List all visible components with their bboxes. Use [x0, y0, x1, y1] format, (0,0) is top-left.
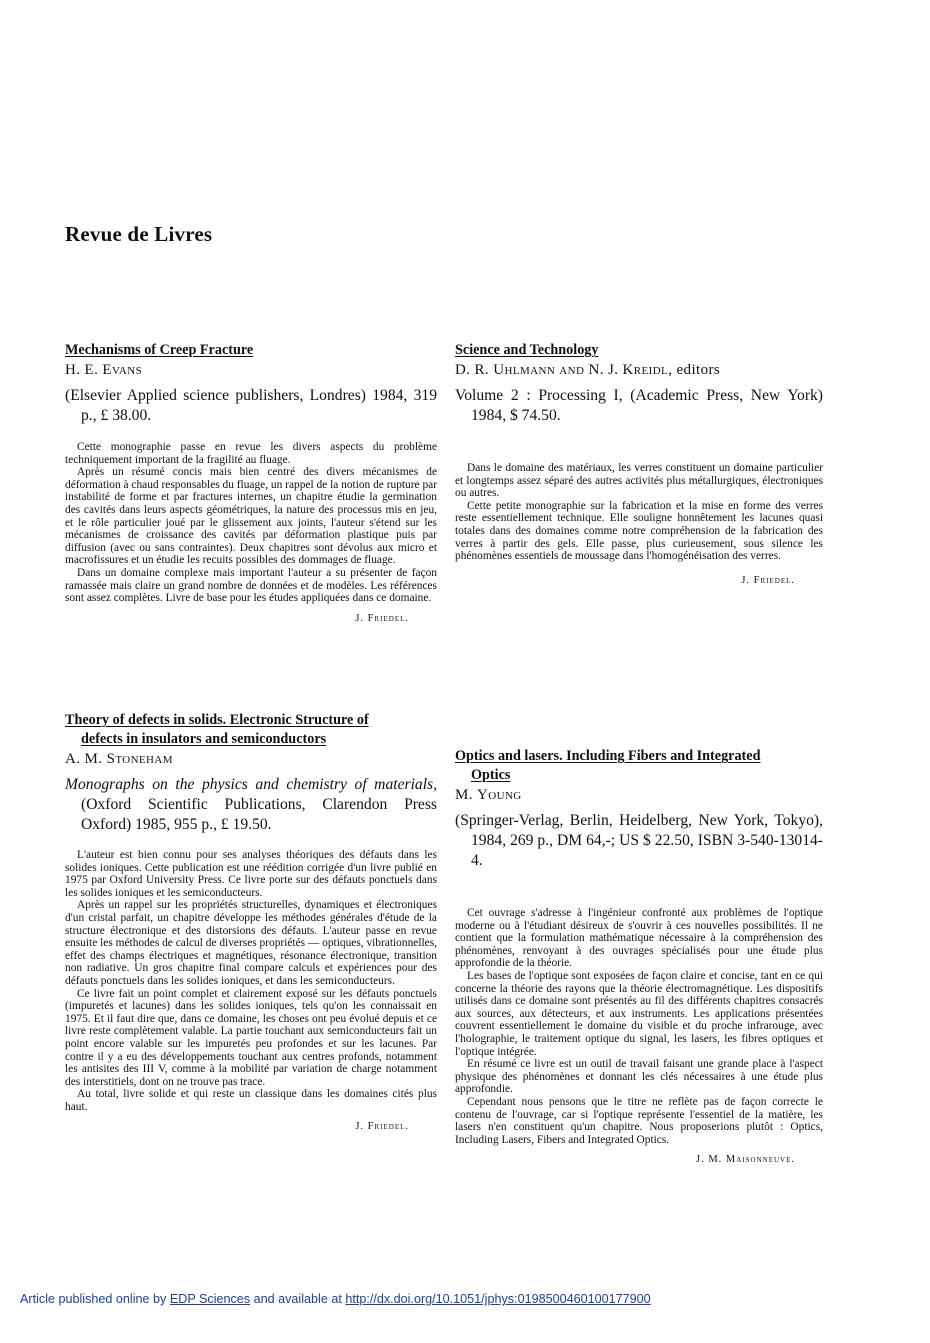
review-author: A. M. Stoneham — [65, 751, 173, 767]
review-creep-fracture — [65, 341, 437, 624]
review-publication: Volume 2 : Processing I, (Academic Press, New York) 1984, $ 74.50. — [455, 387, 823, 424]
review-theory-of-defects — [65, 711, 437, 1132]
review-publication: (Springer-Verlag, Berlin, Heidelberg, New York, Tokyo), 1984, 269 p., DM 64,-; US $ 22.50, ISBN 3-540-13014-4. — [455, 812, 823, 869]
review-science-and-technology — [455, 341, 823, 586]
review-author: D. R. Uhlmann and N. J. Kreidl, editors — [455, 362, 721, 378]
review-body: Cette monographie passe en revue les divers aspects du problème techniquement important de la fragilité au fluage. Après un résumé concis mais bien centré des divers mécanismes de déformation à chaud responsables du fluage, un rappel de la notion de rupture par instabilité de forme et par fractures internes, un chapitre étudie la germination des cavités dans leurs aspects géométriques, la nature des processus mis en jeu, et le rôle particulier joué par le glissement aux joints, l'auteur s'étend sur les mécanismes de croissance des cavités par déformation plastique puis par diffusion (avec ou sans contraintes). Deux chapitres sont dévolus aux micro et macrofissures et un étudie les recuits possibles des dommages de fluage. Dans un domaine complexe mais important l'auteur a su présenter de façon ramassée mais claire un grand nombre de données et de modèles. Les références sont assez complètes. Livre de base pour les études appliquées dans ce domaine. — [65, 441, 437, 605]
review-signature: J. Friedel. — [741, 574, 795, 586]
publisher-link[interactable]: EDP Sciences — [169, 1292, 251, 1306]
review-body: L'auteur est bien connu pour ses analyses théoriques des défauts dans les solides ioniques. Cette publication est une réédition corrigée d'un livre publié en 1975 par Oxford University Press. Ce livre porte sur des défauts ponctuels dans les solides ioniques et les semiconducteurs. Après un rappel sur les propriétés structurelles, dynamiques et électroniques d'un cristal parfait, un chapitre développe les méthodes générales d'étude de la structure électronique et des distorsions des défauts. L'auteur passe en revue ensuite les méthodes de calcul de diverses propriétés — optiques, vibrationnelles, effet des champs électriques et magnétiques, résonance électronique, transition non radiative. Un gros chapitre final compare calculs et expériences pour des défauts ponctuels dans les solides ioniques, et dans les semiconducteurs. Ce livre fait un point complet et clairement exposé sur les défauts ponctuels (impuretés et lacunes) dans les solides ioniques, tels qu'on les connaissait en 1975. Et il faut dire que, dans ce domaine, les choses ont peu évolué depuis et ce livre reste complètement valable. La partie touchant aux semiconducteurs fait un point encore valable sur les impuretés peu profondes et sur les lacunes. Par contre il y a eu des développements touchant aux centres profonds, notamment les antisites des III V, comme à la mobilité par variation de charge notamment des interstitiels, dont on ne trouve pas trace. Au total, livre solide et qui reste un classique dans les domaines cités plus haut. — [65, 849, 437, 1113]
review-body: Dans le domaine des matériaux, les verres constituent un domaine particulier et longtemps assez séparé des autres activités plus métallurgiques, électroniques ou autres. Cette petite monographie sur la fabrication et la mise en forme des verres reste essentiellement technique. Elle souligne honnêtement les lacunes quasi totales dans des domaines comme notre compréhension de la fabrication des verres à partir des gels. Elle passe, plus curieusement, sous silence les phénomènes essentiels de moussage dans l'homogénéisation des verres. — [455, 462, 823, 563]
review-signature: J. Friedel. — [355, 1121, 409, 1133]
footer-prefix: Article published online by — [20, 1292, 170, 1306]
doi-link[interactable]: http://dx.doi.org/10.1051/jphys:0198500460100177900 — [345, 1292, 651, 1306]
review-title: Mechanisms of Creep Fracture — [65, 342, 254, 358]
page-title: Revue de Livres — [65, 222, 213, 246]
footer-middle: and available at — [250, 1292, 346, 1306]
review-title: Theory of defects in solids. Electronic Structure of defects in insulators and semiconductors — [65, 712, 369, 747]
review-optics-and-lasers — [455, 747, 823, 1165]
review-publication: Monographs on the physics and chemistry of materials, (Oxford Scientific Publications, Clarendon Press Oxford) 1985, 955 p., £ 19.50. — [65, 776, 437, 833]
review-publication: (Elsevier Applied science publishers, Londres) 1984, 319 p., £ 38.00. — [65, 387, 437, 424]
review-title: Optics and lasers. Including Fibers and Integrated Optics — [455, 748, 761, 783]
review-title: Science and Technology — [455, 342, 599, 358]
review-author: M. Young — [455, 787, 522, 803]
footer-citation — [20, 1292, 651, 1306]
review-signature: J. M. Maisonneuve. — [696, 1154, 795, 1166]
review-author: H. E. Evans — [65, 362, 143, 378]
review-body: Cet ouvrage s'adresse à l'ingénieur confronté aux problèmes de l'optique moderne ou à l'étudiant désireux de s'ouvrir à ces nouvelles possibilités. Il ne contient que la formulation mathématique nécessaire à la compréhension des phénomènes, renvoyant à des ouvrages spécialisés pour une étude plus approfondie de la théorie. Les bases de l'optique sont exposées de façon claire et concise, tant en ce qui concerne la théorie des rayons que la théorie électromagnétique. Les dispositifs utilisés dans ce domaine sont présentés au fil des différents chapitres consacrés aux sources, aux détecteurs, et aux instruments. Les applications présentées couvrent essentiellement le domaine du visible et du proche infrarouge, avec l'holographie, le traitement optique du signal, les lasers, les fibres optiques et l'optique intégrée. En résumé ce livre est un outil de travail faisant une grande place à l'aspect physique des phénomènes et donnant les clés nécessaires à une étude plus approfondie. Cependant nous pensons que le titre ne reflète pas de façon correcte le contenu de l'ouvrage, car si l'optique représente l'essentiel de la matière, les lasers n'en constituent qu'un chapitre. Nous proposerions plutôt : Optics, Including Lasers, Fibers and Integrated Optics. — [455, 907, 823, 1146]
review-signature: J. Friedel. — [355, 612, 409, 624]
